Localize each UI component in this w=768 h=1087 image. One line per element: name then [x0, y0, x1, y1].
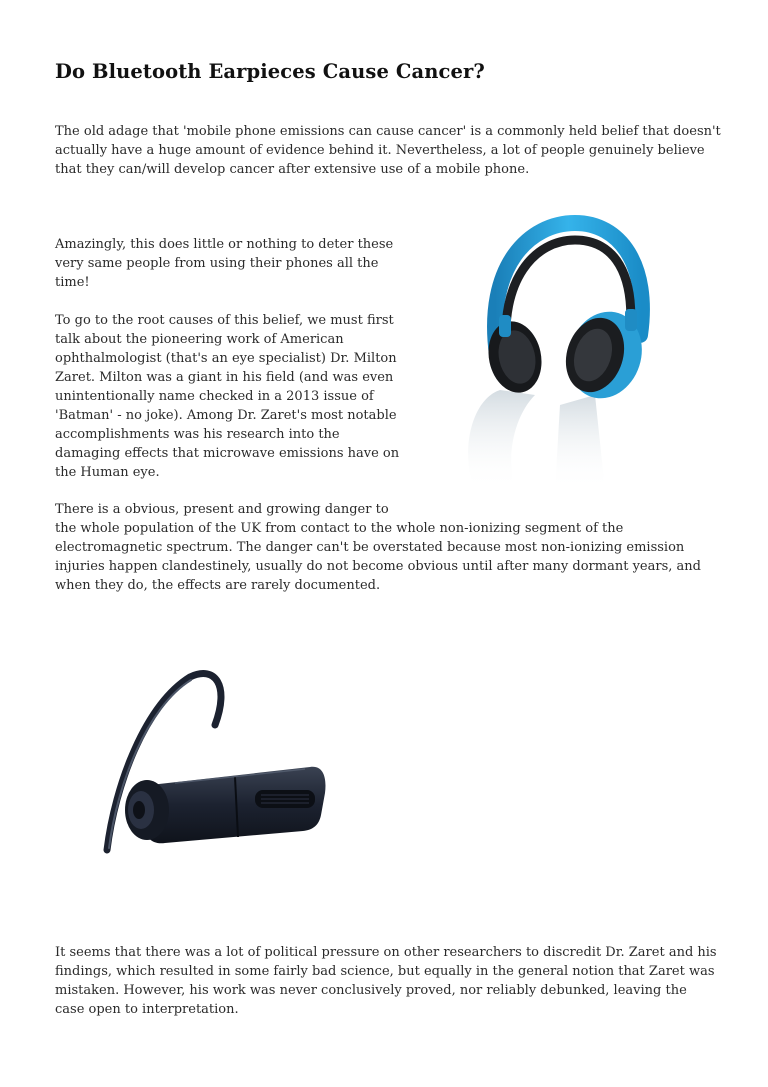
article-title: Do Bluetooth Earpieces Cause Cancer?	[55, 60, 485, 83]
paragraph-danger: the whole population of the UK from contact to the whole non-ionizing segment of the electromagnetic spectrum. The danger can't be overstated because most non-ionizing emission injuries happen clandestinely, usually do not become obvious until after many dormant years, and when they do, the effects are rarely documented.	[55, 521, 701, 593]
paragraph-political: It seems that there was a lot of political pressure on other researchers to discredit Dr. Zaret and his findings, which resulted in some fairly bad science, but equally in the general notion that Zaret was mistaken. However, his work was never conclusively proved, nor reliably debunked, leaving the case open to interpretation.	[55, 945, 717, 1017]
paragraph-danger-first-line: There is a obvious, present and growing danger to	[55, 502, 389, 517]
earpiece-image	[95, 665, 330, 865]
bluetooth-earpiece-icon	[95, 665, 330, 865]
paragraph-amazingly: Amazingly, this does little or nothing to deter these very same people from using their phones all the time!	[55, 237, 394, 290]
headphones-icon	[455, 205, 665, 495]
paragraph-root-causes: To go to the root causes of this belief, we must first talk about the pioneering work of American ophthalmologist (that's an eye specialist) Dr. Milton Zaret. Milton was a giant in his field (and was even unintentionally name checked in a 2013 issue of 'Batman' - no joke). Among Dr. Zaret's most notable accomplishments was his research into the damaging effects that microwave emissions have on the Human eye.	[55, 313, 400, 480]
paragraph-intro: The old adage that 'mobile phone emissions can cause cancer' is a commonly held belief that doesn't actually have a huge amount of evidence behind it. Nevertheless, a lot of people genuinely believe that they can/will develop cancer after extensive use of a mobile phone.	[55, 124, 721, 177]
headphones-image	[455, 205, 665, 495]
